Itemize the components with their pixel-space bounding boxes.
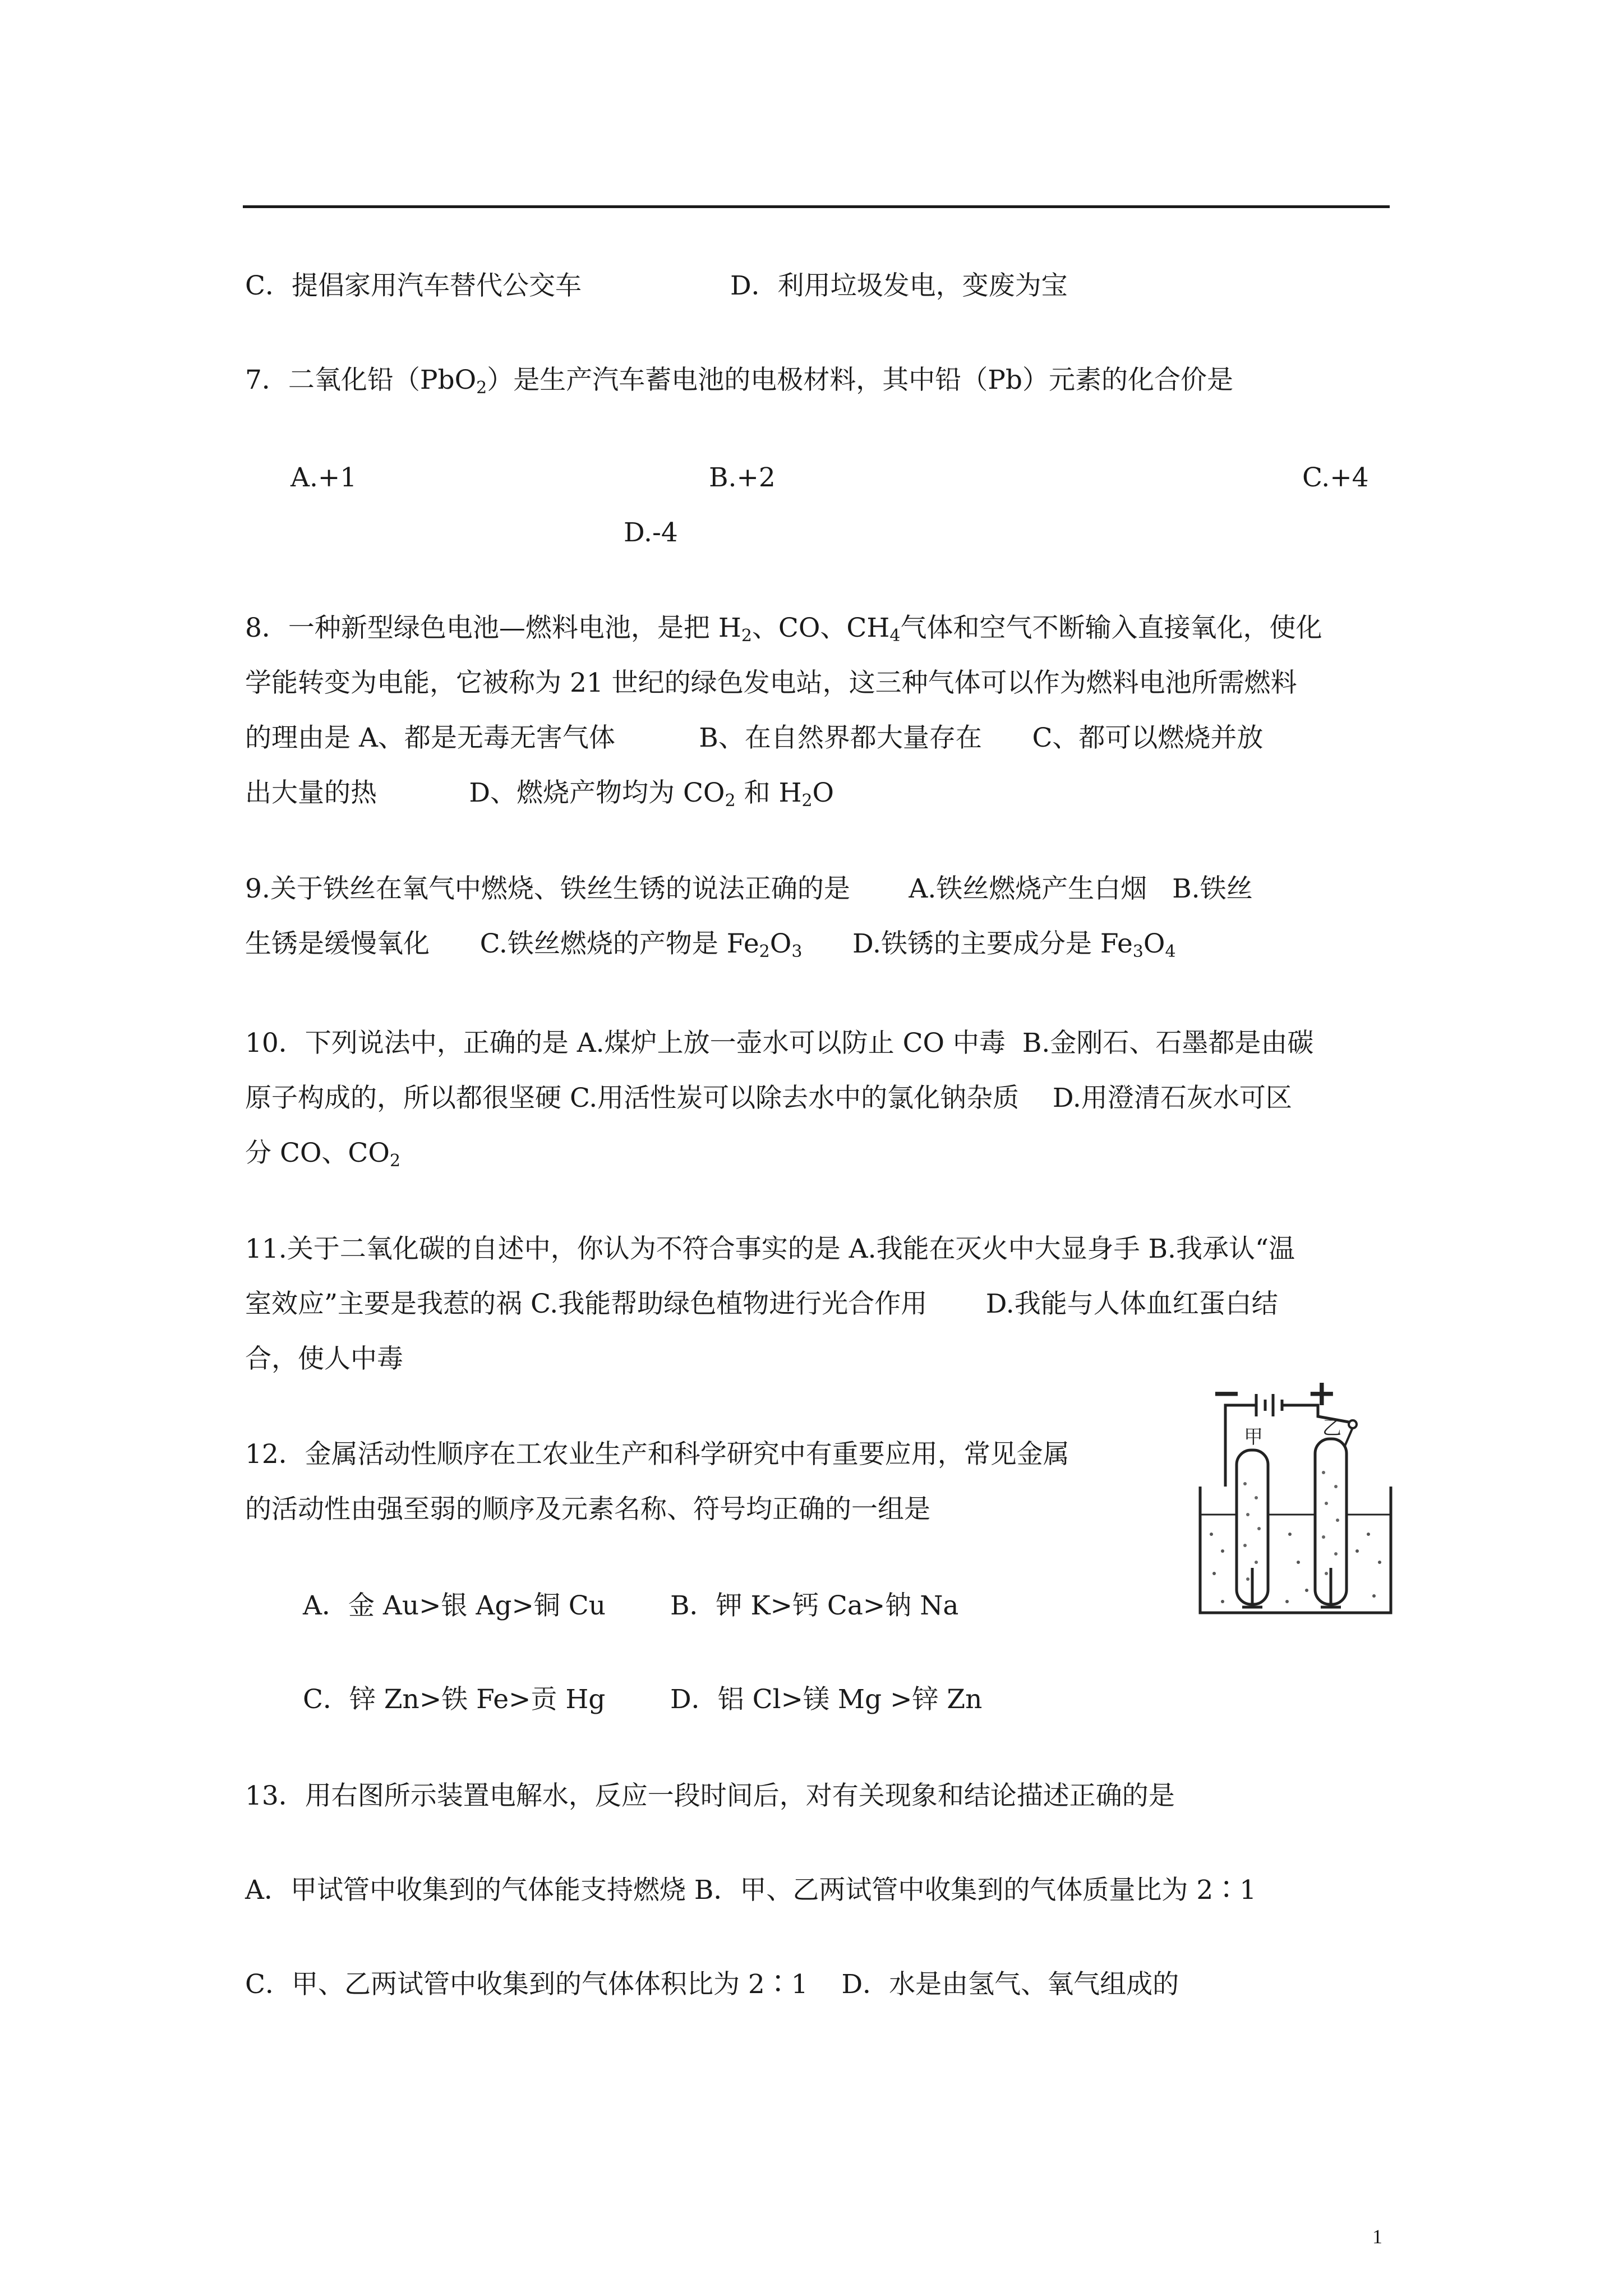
plus-sign: + — [1307, 1383, 1337, 1414]
q10-line-2: 原子构成的，所以都很坚硬 C.用活性炭可以除去水中的氯化钠杂质 D.用澄清石灰水可区 — [245, 1083, 1292, 1114]
q11-line-3: 合，使人中毒 — [245, 1343, 403, 1374]
q12-line-2: 的活动性由强至弱的顺序及元素名称、符号均正确的一组是 — [245, 1494, 930, 1525]
tube-right-label: 乙 — [1322, 1417, 1341, 1439]
q13-stem: 13．用右图所示装置电解水，反应一段时间后，对有关现象和结论描述正确的是 — [245, 1780, 1175, 1811]
electrolysis-apparatus-figure — [1189, 1383, 1408, 1630]
minus-sign: − — [1211, 1383, 1242, 1414]
q9-line-2: 生锈是缓慢氧化 C.铁丝燃烧的产物是 $Fe_2O_3$ D.铁锈的主要成分是 $Fe_3O_4$ — [245, 928, 1176, 961]
q12-line-1: 12．金属活动性顺序在工农业生产和科学研究中有重要应用，常见金属 — [245, 1439, 1069, 1470]
q12-option-b: B．钾 K>钙 Ca>钠 Na — [670, 1590, 959, 1621]
q7-option-d: D.-4 — [624, 517, 678, 548]
header-rule — [243, 205, 1390, 208]
q6-option-c: C．提倡家用汽车替代公交车 — [245, 270, 582, 301]
q8-line-3: 的理由是 A、都是无毒无害气体 B、在自然界都大量存在 C、都可以燃烧并放 — [245, 723, 1264, 753]
q8-line-1: 8．一种新型绿色电池—燃料电池，是把 $H_2$、CO、$CH_4$气体和空气不断输入直接氧化，使化 — [245, 613, 1322, 646]
q7-option-b: B.+2 — [709, 462, 776, 493]
q11-line-1: 11.关于二氧化碳的自述中，你认为不符合事实的是 A.我能在灭火中大显身手 B.我承认“温 — [245, 1234, 1295, 1264]
page-number: 1 — [1372, 2225, 1382, 2248]
q10-line-1: 10．下列说法中，正确的是 A.煤炉上放一壶水可以防止 CO 中毒 B.金刚石、石墨都是由碳 — [245, 1028, 1314, 1059]
q12-option-a: A．金 Au>银 Ag>铜 Cu — [303, 1590, 606, 1621]
q12-option-c: C．锌 Zn>铁 Fe>贡 Hg — [303, 1684, 606, 1715]
q7-option-a: A.+1 — [291, 462, 357, 493]
q12-option-d: D．铝 Cl>镁 Mg >锌 Zn — [670, 1684, 983, 1715]
tube-left-label: 甲 — [1244, 1426, 1263, 1448]
q9-line-1: 9.关于铁丝在氧气中燃烧、铁丝生锈的说法正确的是 A.铁丝燃烧产生白烟 B.铁丝 — [245, 873, 1253, 904]
q13-options-cd: C．甲、乙两试管中收集到的气体体积比为 2∶1 D．水是由氢气、氧气组成的 — [245, 1969, 1179, 2000]
q7-option-c: C.+4 — [1302, 462, 1369, 493]
q10-line-3: 分 CO、$CO_2$ — [245, 1138, 401, 1171]
q8-line-4: 出大量的热 D、燃烧产物均为 $CO_2$ 和 $H_2O$ — [245, 777, 834, 811]
q8-line-2: 学能转变为电能，它被称为 21 世纪的绿色发电站，这三种气体可以作为燃料电池所需燃料 — [245, 668, 1297, 698]
q11-line-2: 室效应”主要是我惹的祸 C.我能帮助绿色植物进行光合作用 D.我能与人体血红蛋白结 — [245, 1289, 1278, 1319]
q6-option-d: D．利用垃圾发电，变废为宝 — [730, 270, 1068, 301]
q7-stem: 7．二氧化铅（PbO$_2$）是生产汽车蓄电池的电极材料，其中铅（Pb）元素的化合价是 — [245, 365, 1233, 398]
q13-options-ab: A．甲试管中收集到的气体能支持燃烧 B．甲、乙两试管中收集到的气体质量比为 2∶1 — [245, 1875, 1257, 1906]
